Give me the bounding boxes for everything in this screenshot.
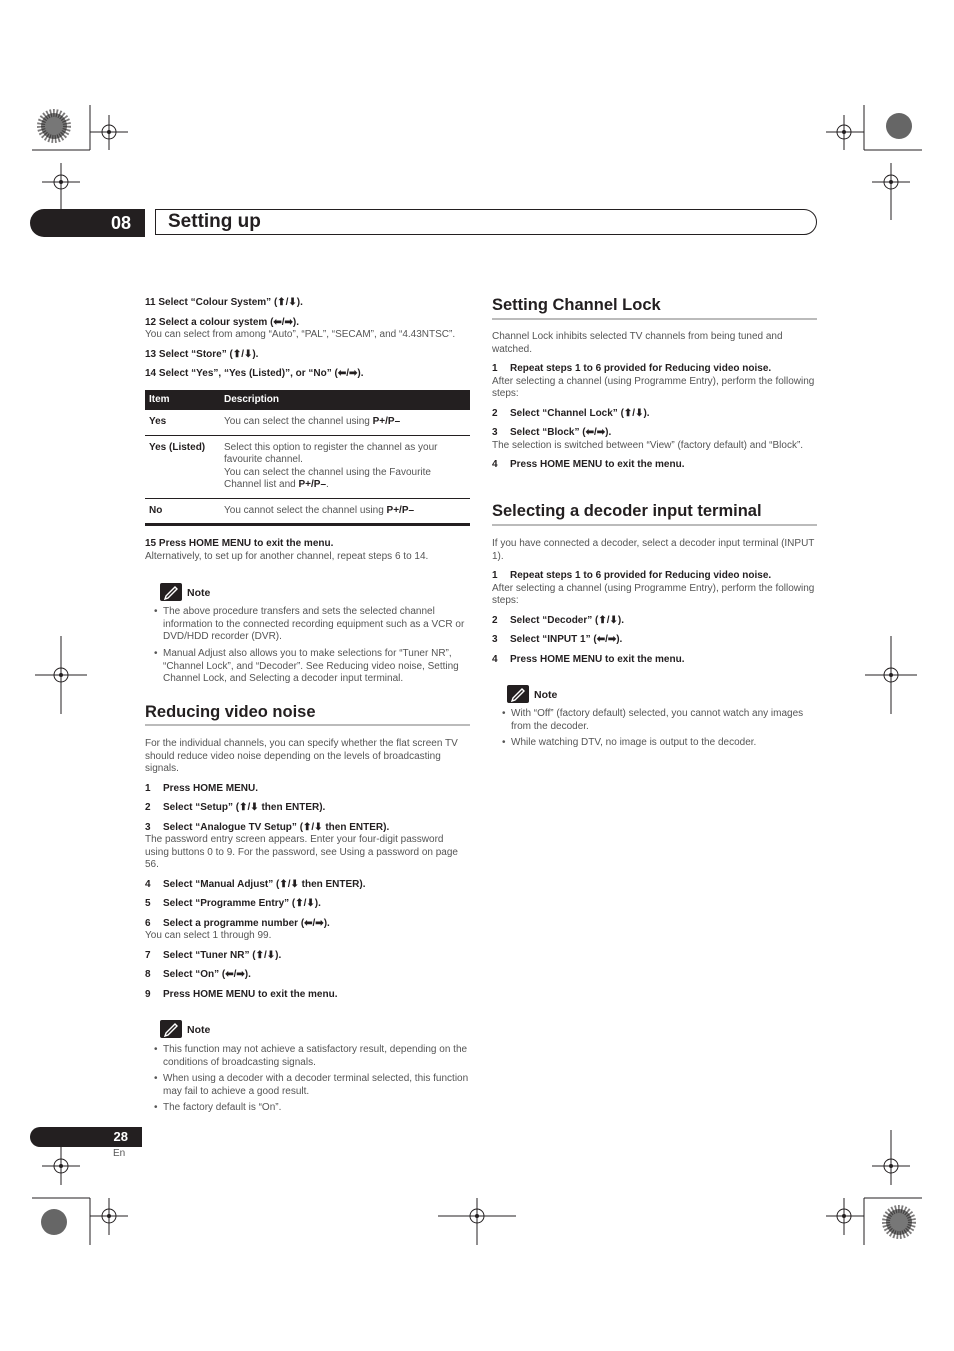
table-row xyxy=(145,435,470,498)
desc-text: You cannot select the channel using xyxy=(224,504,387,516)
table-cell-desc xyxy=(220,498,470,525)
step-number: 5 xyxy=(145,898,151,909)
step-text: Select “Decoder” (⬆/⬇). xyxy=(510,614,625,626)
bullet-text: Manual Adjust also allows you to make selections for “Tuner NR”, “Channel Lock”, and “Decoder”. See Reducing video noise, Setting Channel Lock, and Selecting a decoder input terminal. xyxy=(163,648,459,684)
note-3-bullet: • While watching DTV, no image is output to the decoder. xyxy=(502,737,757,748)
table-cell-item: No xyxy=(149,504,163,516)
step-11: 11 Select “Colour System” (⬆/⬇). xyxy=(145,297,303,308)
rvn-step-7 xyxy=(145,950,470,963)
section-rule xyxy=(492,524,817,526)
note-pencil-icon xyxy=(507,685,529,703)
step-text: Select “Analogue TV Setup” (⬆/⬇ then ENTER). xyxy=(163,821,390,833)
desc-text: Select this option to register the channel as your favourite channel. You can select the channel using the Favourite Channel list and xyxy=(224,441,438,490)
sdt-step-1-desc: After selecting a channel (using Programme Entry), perform the following steps: xyxy=(492,582,815,606)
step-text: Select “Programme Entry” (⬆/⬇). xyxy=(163,898,321,909)
step-15-desc: Alternatively, to set up for another channel, repeat steps 6 to 14. xyxy=(145,550,429,562)
step-text: Select “INPUT 1” (⬅/➡). xyxy=(510,634,623,645)
sdt-step-3: 3 Select “INPUT 1” (⬅/➡). xyxy=(492,634,623,645)
bullet-text: When using a decoder with a decoder terminal selected, this function may fail to achieve a good result. xyxy=(163,1073,469,1097)
step-number: 3 xyxy=(145,821,151,833)
desc-post: . xyxy=(326,479,329,490)
rvn-step-9 xyxy=(145,989,470,1002)
chapter-title: Setting up xyxy=(168,211,261,232)
note-2-bullet: • When using a decoder with a decoder terminal selected, this function may fail to achieve a good result. xyxy=(154,1073,469,1097)
section-title-reducing-video-noise: Reducing video noise xyxy=(145,703,316,721)
language-code: En xyxy=(113,1148,126,1159)
store-options-table xyxy=(145,390,470,526)
note-pencil-icon xyxy=(160,1020,182,1038)
step-number: 4 xyxy=(145,878,151,890)
step-14: 14 Select “Yes”, “Yes (Listed)”, or “No” (⬅/➡). xyxy=(145,368,364,379)
scl-step-1-desc: After selecting a channel (using Programme Entry), perform the following steps: xyxy=(492,375,815,399)
step-number: 8 xyxy=(145,969,151,980)
table-cell-desc xyxy=(220,435,470,498)
step-12-desc: You can select from among “Auto”, “PAL”, “SECAM”, and “4.43NTSC”. xyxy=(145,329,456,340)
chapter-number-badge: 08 xyxy=(30,209,145,237)
bullet-text: The above procedure transfers and sets the selected channel information to the connected recording equipment such as a VCR or DVD/HDD recorder (DVR). xyxy=(163,606,465,642)
rvn-step-3-desc: The password entry screen appears. Enter your four-digit password using buttons 0 to 9. For the password, see Using a password on page 56. xyxy=(145,834,458,870)
section-rule xyxy=(492,318,817,320)
section-title-setting-channel-lock: Setting Channel Lock xyxy=(492,296,661,314)
note-1-bullet: • The above procedure transfers and sets the selected channel information to the connected recording equipment such as a VCR or DVD/HDD recorder (DVR). xyxy=(154,606,465,642)
scl-step-3-desc: The selection is switched between “View” (factory default) and “Block”. xyxy=(492,439,804,451)
sdt-step-2: 2 Select “Decoder” (⬆/⬇). xyxy=(492,614,625,626)
desc-bold: P+/P– xyxy=(386,504,415,516)
rvn-step-6-desc: You can select 1 through 99. xyxy=(145,930,272,941)
bullet-text: With “Off” (factory default) selected, you cannot watch any images from the decoder. xyxy=(511,708,804,732)
rvn-step-3 xyxy=(145,822,470,835)
rvn-step-6 xyxy=(145,918,470,931)
note-label: Note xyxy=(534,689,558,701)
page-number: 28 xyxy=(30,1127,142,1147)
section-title-selecting-decoder: Selecting a decoder input terminal xyxy=(492,502,762,520)
step-12: 12 Select a colour system (⬅/➡). xyxy=(145,316,300,328)
table-cell-item: Yes (Listed) xyxy=(145,435,220,498)
step-text: Select “Setup” (⬆/⬇ then ENTER). xyxy=(163,802,326,813)
desc-text: You can select the channel using xyxy=(224,416,373,427)
note-2-bullet: • The factory default is “On”. xyxy=(154,1102,282,1113)
table-row xyxy=(145,410,470,435)
note-1-bullet: • Manual Adjust also allows you to make selections for “Tuner NR”, “Channel Lock”, and “Decoder”. See Reducing video noise, Setting Channel Lock, and Selecting a decoder input terminal. xyxy=(154,648,459,684)
step-text: Select “On” (⬅/➡). xyxy=(163,969,251,980)
table-header-item: Item xyxy=(145,390,220,410)
steps-11-14 xyxy=(145,297,470,381)
step-number: 6 xyxy=(145,917,151,929)
rvn-step-2 xyxy=(145,802,470,815)
step-number: 7 xyxy=(145,949,151,961)
step-13: 13 Select “Store” (⬆/⬇). xyxy=(145,348,259,360)
rvn-intro: For the individual channels, you can specify whether the flat screen TV should reduce video noise depending on the levels of broadcasting signals. xyxy=(145,738,458,774)
note-2-bullet: • This function may not achieve a satisfactory result, depending on the conditions of broadcasting signals. xyxy=(154,1044,468,1068)
rvn-step-4 xyxy=(145,879,470,892)
step-text: Press HOME MENU. xyxy=(163,782,259,794)
rvn-body xyxy=(145,738,470,1001)
step-text: Select a programme number (⬅/➡). xyxy=(163,917,330,929)
step-text: Press HOME MENU to exit the menu. xyxy=(510,653,685,665)
step-text: Press HOME MENU to exit the menu. xyxy=(163,988,338,1000)
step-text: Select “Block” (⬅/➡). xyxy=(510,427,612,438)
rvn-step-1 xyxy=(145,783,470,796)
sdt-intro: If you have connected a decoder, select a decoder input terminal (INPUT 1). xyxy=(492,538,815,562)
table-header-description: Description xyxy=(220,390,470,410)
step-number: 2 xyxy=(145,802,151,813)
bullet-text: The factory default is “On”. xyxy=(163,1102,282,1113)
rvn-step-5 xyxy=(145,898,470,911)
scl-body xyxy=(492,331,817,472)
step-text: Select “Channel Lock” (⬆/⬇). xyxy=(510,407,650,419)
bullet-text: While watching DTV, no image is output to the decoder. xyxy=(511,737,757,748)
step-number: 1 xyxy=(145,782,151,794)
sdt-step-1: 1 Repeat steps 1 to 6 provided for Reducing video noise. xyxy=(492,570,772,581)
table-cell-item: Yes xyxy=(145,410,220,435)
note-3-bullet: • With “Off” (factory default) selected, you cannot watch any images from the decoder. xyxy=(502,708,804,732)
step-text: Select “Tuner NR” (⬆/⬇). xyxy=(163,949,282,961)
bullet-text: This function may not achieve a satisfactory result, depending on the conditions of broadcasting signals. xyxy=(163,1044,468,1068)
step-15: 15 Press HOME MENU to exit the menu. xyxy=(145,538,334,549)
table-row xyxy=(145,498,470,525)
note-pencil-icon xyxy=(160,583,182,601)
scl-step-1: 1 Repeat steps 1 to 6 provided for Reducing video noise. xyxy=(492,363,772,374)
scl-intro: Channel Lock inhibits selected TV channels from being tuned and watched. xyxy=(492,331,783,355)
note-label: Note xyxy=(187,587,211,599)
note-label: Note xyxy=(187,1024,211,1036)
scl-step-4: 4 Press HOME MENU to exit the menu. xyxy=(492,459,685,470)
scl-step-2: 2 Select “Channel Lock” (⬆/⬇). xyxy=(492,407,650,419)
step-text: Repeat steps 1 to 6 provided for Reducing video noise. xyxy=(510,363,772,374)
step-text: Repeat steps 1 to 6 provided for Reducing video noise. xyxy=(510,570,772,581)
table-cell-desc xyxy=(220,410,470,435)
step-number: 9 xyxy=(145,988,151,1000)
step-text: Select “Manual Adjust” (⬆/⬇ then ENTER). xyxy=(163,878,366,890)
step-text: Press HOME MENU to exit the menu. xyxy=(510,459,685,470)
desc-bold: P+/P– xyxy=(298,479,327,490)
step-15-block xyxy=(145,538,470,563)
rvn-step-8 xyxy=(145,969,470,982)
scl-step-3: 3 Select “Block” (⬅/➡). xyxy=(492,427,612,438)
section-rule xyxy=(145,724,470,726)
desc-bold: P+/P– xyxy=(372,416,401,427)
sdt-body xyxy=(492,538,817,666)
sdt-step-4: 4 Press HOME MENU to exit the menu. xyxy=(492,653,685,665)
